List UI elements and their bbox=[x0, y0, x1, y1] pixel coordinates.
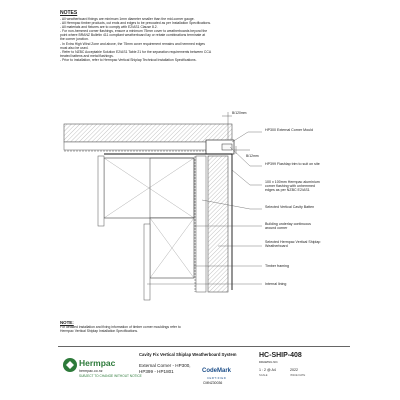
codemark-logo: CodeMark bbox=[202, 368, 232, 374]
note-line: - Refer to NZBC Acceptable Solution E2/AS1 Table 21 for the separation requirements between CCA bbox=[60, 49, 212, 54]
flashlap-trim-hp399 bbox=[222, 144, 232, 150]
right-cavity-batten bbox=[196, 156, 206, 292]
note-line: - For non-hemmed corner flashings, ensure a minimum 75mm cover to weatherboards beyond the bbox=[60, 29, 208, 34]
callout-hp300: HP300 External Corner Mould bbox=[265, 128, 313, 132]
scale-label: SCALE bbox=[259, 374, 268, 377]
note-line: - All weatherboard fixings are minimum 1mm diameter smaller than the mid-corner gauge. bbox=[60, 17, 195, 21]
bottom-note bbox=[60, 320, 260, 333]
note-line: - All materials and fixtures are to comply with E2/AS1 Clause 8.2. bbox=[60, 25, 158, 30]
callout-hp399: HP399 Flashlap trim to suit on site bbox=[265, 162, 320, 166]
callout-cavity-batten: Selected Vertical Cavity Batten bbox=[265, 205, 315, 209]
note-line: - All Hermpac timber products, cut ends and edges to be precoated as per Installation Specifications. bbox=[60, 21, 211, 26]
system-title: Cavity Fix Vertical Shiplap Weatherboard System bbox=[139, 352, 237, 357]
bottom-note-line: For detailed installation and fixing information of timber corner mouldings refer to bbox=[60, 325, 181, 329]
bottom-note-line: Hermpac Vertical Shiplap Installation Specifications. bbox=[60, 329, 139, 334]
dimension-top-label: B/120mm bbox=[232, 111, 247, 115]
drawing-number: HC-SHIP-408 bbox=[259, 352, 302, 359]
note-line: must also be used. bbox=[60, 45, 89, 50]
scale-value: 1 : 2 @ A4 bbox=[259, 368, 276, 372]
top-cavity-batten bbox=[64, 142, 228, 150]
top-weatherboard bbox=[64, 124, 232, 142]
brand-name: Hermpac bbox=[79, 358, 116, 368]
internal-lining-left bbox=[98, 156, 104, 226]
codemark-number: CMNZ30036 bbox=[203, 381, 223, 385]
issue-date: 2022 bbox=[290, 368, 298, 372]
note-line: the corner junction. bbox=[60, 37, 89, 42]
drawing-number-label: DRAWING NO. bbox=[259, 360, 279, 364]
issue-date-label: ISSUE DATE bbox=[290, 374, 306, 377]
callout-flashing: 100 x 100mm Hermpac aluminium corner flashing with unhemmed edges as per NZBC E2/AS1 bbox=[265, 180, 320, 193]
note-line: treated battens and metal flashings. bbox=[60, 53, 114, 58]
brand-url: hermpac.co.nz bbox=[79, 369, 103, 373]
callout-lining: Internal lining bbox=[265, 282, 287, 286]
internal-lining bbox=[144, 224, 150, 300]
dimension-right-label: B/12mm bbox=[246, 154, 259, 158]
bottom-note-heading: NOTE: bbox=[60, 320, 74, 325]
subject-line: SUBJECT TO CHANGE WITHOUT NOTICE bbox=[79, 374, 142, 378]
right-shiplap-weatherboard bbox=[208, 156, 228, 292]
note-line: point where BRANZ Bulletin 411 compliant weatherboard lay or rebate combinations terminate at bbox=[60, 33, 206, 38]
codemark-certified: CERTIFIED bbox=[207, 376, 227, 380]
notes-heading: NOTES bbox=[60, 10, 78, 16]
callout-underlay: Building underlay continuous around corner bbox=[265, 222, 311, 231]
note-line: - Prior to installation, refer to Hermpac Vertical Shiplap Technical Installation Specifications. bbox=[60, 57, 197, 62]
drawing-title: External Corner - HP300, HP399 - HP1801 bbox=[139, 363, 191, 374]
note-line: - In Extra High Wind Zone and above, the 75mm cover requirement remains and hemmed edges bbox=[60, 41, 205, 46]
callout-shiplap: Selected Hermpac Vertical Shiplap Weatherboard bbox=[265, 240, 321, 249]
callout-framing: Timber framing bbox=[265, 264, 290, 268]
